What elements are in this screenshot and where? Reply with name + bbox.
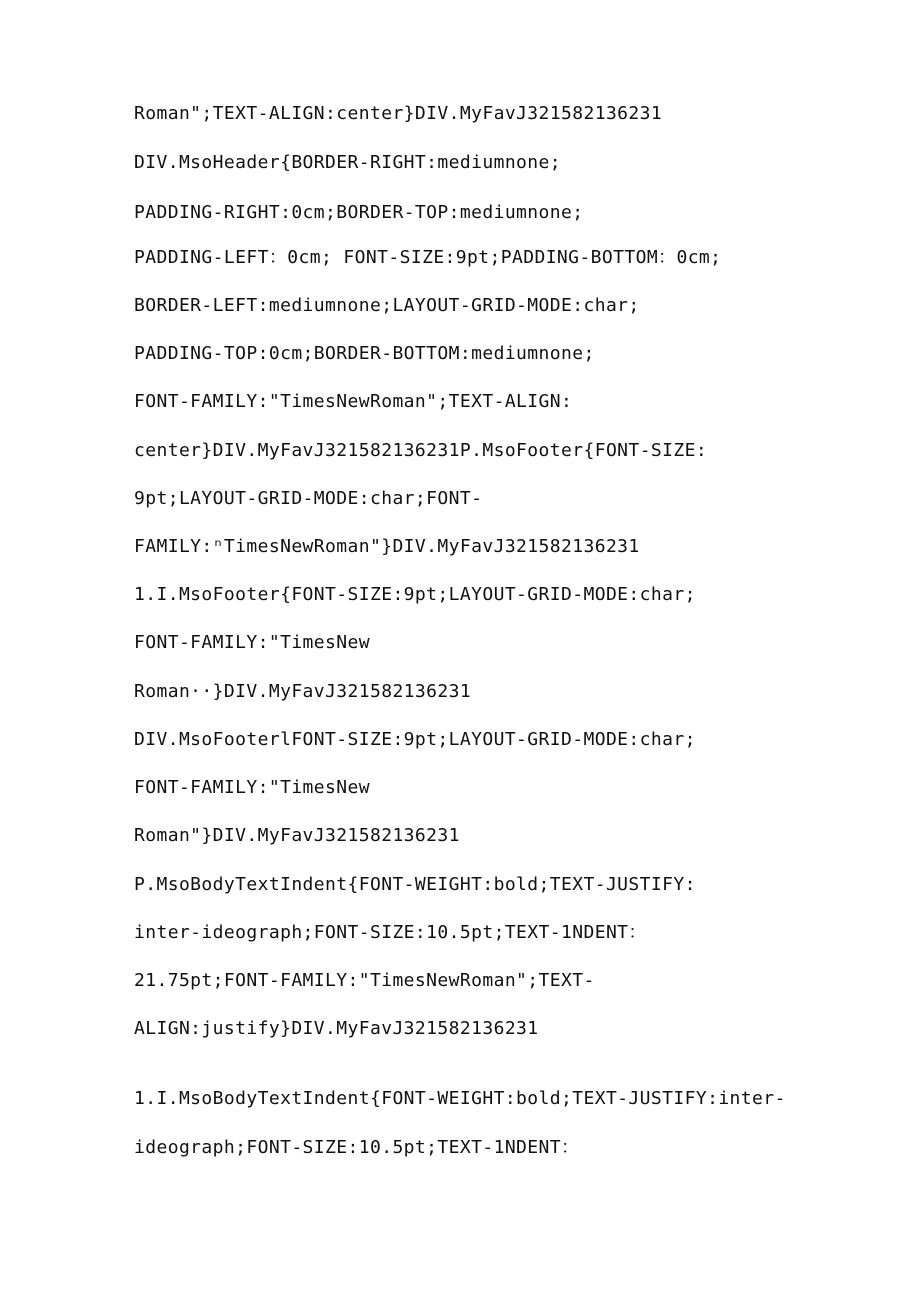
text-line: Roman··}DIV.MyFavJ321582136231 xyxy=(134,681,472,702)
text-line: FONT-FAMILY:"TimesNewRoman";TEXT-ALIGN: xyxy=(134,391,573,412)
text-line: ALIGN:justify}DIV.MyFavJ321582136231 xyxy=(134,1018,539,1039)
text-line: Roman"}DIV.MyFavJ321582136231 xyxy=(134,825,460,846)
text-line: PADDING-LEFT：0cm; FONT-SIZE:9pt;PADDING-BOTTOM：0cm; xyxy=(134,247,722,268)
text-line: FAMILY:ⁿTimesNewRoman"}DIV.MyFavJ321582136231 xyxy=(134,536,640,557)
text-line: PADDING-TOP:0cm;BORDER-BOTTOM:mediumnone; xyxy=(134,343,595,364)
text-line: center}DIV.MyFavJ321582136231P.MsoFooter{FONT-SIZE: xyxy=(134,440,708,461)
text-line: DIV.MsoFooterlFONT-SIZE:9pt;LAYOUT-GRID-MODE:char; xyxy=(134,729,696,750)
text-line: FONT-FAMILY:"TimesNew xyxy=(134,777,370,798)
text-line: 1.I.MsoFooter{FONT-SIZE:9pt;LAYOUT-GRID-MODE:char; xyxy=(134,584,696,605)
text-line: BORDER-LEFT:mediumnone;LAYOUT-GRID-MODE:char; xyxy=(134,295,640,316)
text-line: Roman";TEXT-ALIGN:center}DIV.MyFavJ321582136231 xyxy=(134,103,663,124)
text-line: ideograph;FONT-SIZE:10.5pt;TEXT-1NDENT： xyxy=(134,1137,580,1158)
text-line: 21.75pt;FONT-FAMILY:"TimesNewRoman";TEXT- xyxy=(134,970,595,991)
text-line: FONT-FAMILY:"TimesNew xyxy=(134,632,370,653)
text-line: PADDING-RIGHT:0cm;BORDER-TOP:mediumnone; xyxy=(134,202,584,223)
text-line: 1.I.MsoBodyTextIndent{FONT-WEIGHT:bold;TEXT-JUSTIFY:inter- xyxy=(134,1088,786,1109)
text-line: P.MsoBodyTextIndent{FONT-WEIGHT:bold;TEXT-JUSTIFY: xyxy=(134,874,696,895)
text-line: DIV.MsoHeader{BORDER-RIGHT:mediumnone; xyxy=(134,152,562,173)
text-line: 9pt;LAYOUT-GRID-MODE:char;FONT- xyxy=(134,488,483,509)
text-line: inter-ideograph;FONT-SIZE:10.5pt;TEXT-1NDENT： xyxy=(134,922,647,943)
